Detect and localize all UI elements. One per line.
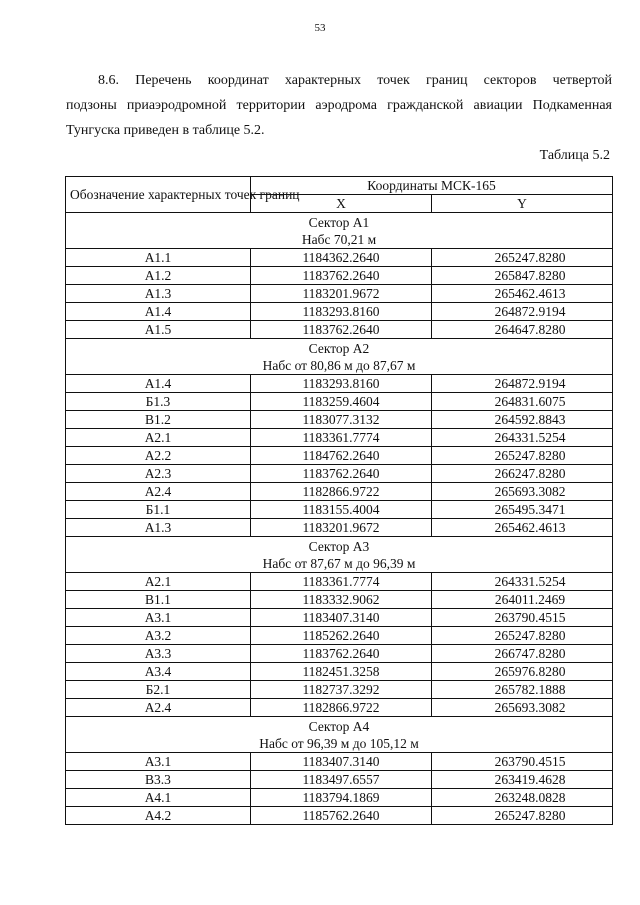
point-cell: Б1.1 [66, 501, 251, 519]
point-cell: А3.3 [66, 645, 251, 663]
y-coordinate-cell: 265495.3471 [432, 501, 613, 519]
table-row [66, 465, 613, 483]
table-row [66, 429, 613, 447]
section-row [66, 537, 613, 573]
table-header [66, 177, 613, 213]
x-coordinate-cell: 1183201.9672 [251, 285, 432, 303]
table-row [66, 771, 613, 789]
x-coordinate-cell: 1183077.3132 [251, 411, 432, 429]
table-row [66, 267, 613, 285]
section-heading [66, 537, 613, 573]
point-cell: В3.3 [66, 771, 251, 789]
table-row [66, 285, 613, 303]
point-cell: А4.1 [66, 789, 251, 807]
x-coordinate-cell: 1185262.2640 [251, 627, 432, 645]
x-coordinate-cell: 1183762.2640 [251, 465, 432, 483]
table-row [66, 663, 613, 681]
header-point-designation: Обозначение характерных точек границ [66, 177, 251, 213]
intro-line: подзоны приаэродромной территории аэродрома гражданской авиации Подкаменная [66, 98, 612, 113]
y-coordinate-cell: 265462.4613 [432, 519, 613, 537]
point-cell: А4.2 [66, 807, 251, 825]
y-coordinate-cell: 265247.8280 [432, 447, 613, 465]
section-row [66, 717, 613, 753]
y-coordinate-cell: 263248.0828 [432, 789, 613, 807]
table-row [66, 753, 613, 771]
table-row [66, 573, 613, 591]
x-coordinate-cell: 1183762.2640 [251, 321, 432, 339]
x-coordinate-cell: 1183155.4004 [251, 501, 432, 519]
y-coordinate-cell: 264647.8280 [432, 321, 613, 339]
point-cell: А3.1 [66, 753, 251, 771]
point-cell: А1.5 [66, 321, 251, 339]
point-cell: А1.1 [66, 249, 251, 267]
point-cell: А3.2 [66, 627, 251, 645]
point-cell: Б1.3 [66, 393, 251, 411]
y-coordinate-cell: 265976.8280 [432, 663, 613, 681]
y-coordinate-cell: 265693.3082 [432, 699, 613, 717]
table-row [66, 483, 613, 501]
point-cell: А1.3 [66, 519, 251, 537]
y-coordinate-cell: 266747.8280 [432, 645, 613, 663]
x-coordinate-cell: 1182737.3292 [251, 681, 432, 699]
table-row [66, 519, 613, 537]
point-cell: В1.2 [66, 411, 251, 429]
point-cell: А2.1 [66, 573, 251, 591]
table-row [66, 609, 613, 627]
point-cell: А1.3 [66, 285, 251, 303]
point-cell: А3.1 [66, 609, 251, 627]
table-row [66, 375, 613, 393]
table-row [66, 501, 613, 519]
section-title: Сектор А2 [308, 340, 370, 356]
section-row [66, 339, 613, 375]
x-coordinate-cell: 1183293.8160 [251, 375, 432, 393]
x-coordinate-cell: 1182866.9722 [251, 483, 432, 501]
section-heading [66, 339, 613, 375]
x-coordinate-cell: 1183762.2640 [251, 267, 432, 285]
x-coordinate-cell: 1183361.7774 [251, 429, 432, 447]
point-cell: А2.2 [66, 447, 251, 465]
y-coordinate-cell: 264331.5254 [432, 573, 613, 591]
header-y: Y [432, 195, 613, 213]
page-number: 53 [314, 22, 326, 34]
section-subtitle: Набс от 96,39 м до 105,12 м [259, 735, 419, 751]
table-row [66, 681, 613, 699]
y-coordinate-cell: 264592.8843 [432, 411, 613, 429]
point-cell: А2.1 [66, 429, 251, 447]
y-coordinate-cell: 265247.8280 [432, 807, 613, 825]
section-heading [66, 213, 613, 249]
section-row [66, 213, 613, 249]
point-cell: А1.2 [66, 267, 251, 285]
intro-line: 8.6. Перечень координат характерных точек границ секторов четвертой [98, 73, 612, 88]
x-coordinate-cell: 1183407.3140 [251, 753, 432, 771]
point-cell: А2.4 [66, 699, 251, 717]
table-row [66, 447, 613, 465]
table-row [66, 249, 613, 267]
x-coordinate-cell: 1183762.2640 [251, 645, 432, 663]
point-cell: Б2.1 [66, 681, 251, 699]
y-coordinate-cell: 264011.2469 [432, 591, 613, 609]
y-coordinate-cell: 263790.4515 [432, 609, 613, 627]
intro-paragraph [66, 68, 612, 143]
x-coordinate-cell: 1184762.2640 [251, 447, 432, 465]
y-coordinate-cell: 263419.4628 [432, 771, 613, 789]
y-coordinate-cell: 265847.8280 [432, 267, 613, 285]
table-row [66, 699, 613, 717]
point-cell: А1.4 [66, 303, 251, 321]
section-title: Сектор А4 [308, 718, 370, 734]
x-coordinate-cell: 1184362.2640 [251, 249, 432, 267]
y-coordinate-cell: 264331.5254 [432, 429, 613, 447]
y-coordinate-cell: 265693.3082 [432, 483, 613, 501]
table-row [66, 645, 613, 663]
table-body [66, 213, 613, 825]
header-coordinates-system: Координаты МСК-165 [251, 177, 613, 195]
y-coordinate-cell: 265782.1888 [432, 681, 613, 699]
section-title: Сектор А1 [308, 214, 370, 230]
table-row [66, 591, 613, 609]
coordinates-table [65, 176, 613, 825]
x-coordinate-cell: 1183293.8160 [251, 303, 432, 321]
table-caption: Таблица 5.2 [539, 148, 610, 163]
section-title: Сектор А3 [308, 538, 370, 554]
section-subtitle: Набс от 87,67 м до 96,39 м [262, 555, 416, 571]
table-row [66, 411, 613, 429]
x-coordinate-cell: 1182866.9722 [251, 699, 432, 717]
section-subtitle: Набс 70,21 м [301, 231, 377, 247]
x-coordinate-cell: 1183497.6557 [251, 771, 432, 789]
y-coordinate-cell: 264831.6075 [432, 393, 613, 411]
point-cell: А2.4 [66, 483, 251, 501]
table-row [66, 807, 613, 825]
x-coordinate-cell: 1183259.4604 [251, 393, 432, 411]
y-coordinate-cell: 263790.4515 [432, 753, 613, 771]
table-row [66, 627, 613, 645]
header-x: X [251, 195, 432, 213]
table-row [66, 303, 613, 321]
point-cell: А2.3 [66, 465, 251, 483]
x-coordinate-cell: 1183332.9062 [251, 591, 432, 609]
x-coordinate-cell: 1185762.2640 [251, 807, 432, 825]
x-coordinate-cell: 1183201.9672 [251, 519, 432, 537]
x-coordinate-cell: 1183361.7774 [251, 573, 432, 591]
section-subtitle: Набс от 80,86 м до 87,67 м [262, 357, 416, 373]
x-coordinate-cell: 1183794.1869 [251, 789, 432, 807]
point-cell: А3.4 [66, 663, 251, 681]
y-coordinate-cell: 265462.4613 [432, 285, 613, 303]
intro-line: Тунгуска приведен в таблице 5.2. [66, 123, 265, 138]
section-heading [66, 717, 613, 753]
y-coordinate-cell: 265247.8280 [432, 249, 613, 267]
point-cell: В1.1 [66, 591, 251, 609]
y-coordinate-cell: 265247.8280 [432, 627, 613, 645]
y-coordinate-cell: 266247.8280 [432, 465, 613, 483]
point-cell: А1.4 [66, 375, 251, 393]
x-coordinate-cell: 1182451.3258 [251, 663, 432, 681]
table-row [66, 393, 613, 411]
table-row [66, 789, 613, 807]
y-coordinate-cell: 264872.9194 [432, 375, 613, 393]
table-row [66, 321, 613, 339]
x-coordinate-cell: 1183407.3140 [251, 609, 432, 627]
y-coordinate-cell: 264872.9194 [432, 303, 613, 321]
